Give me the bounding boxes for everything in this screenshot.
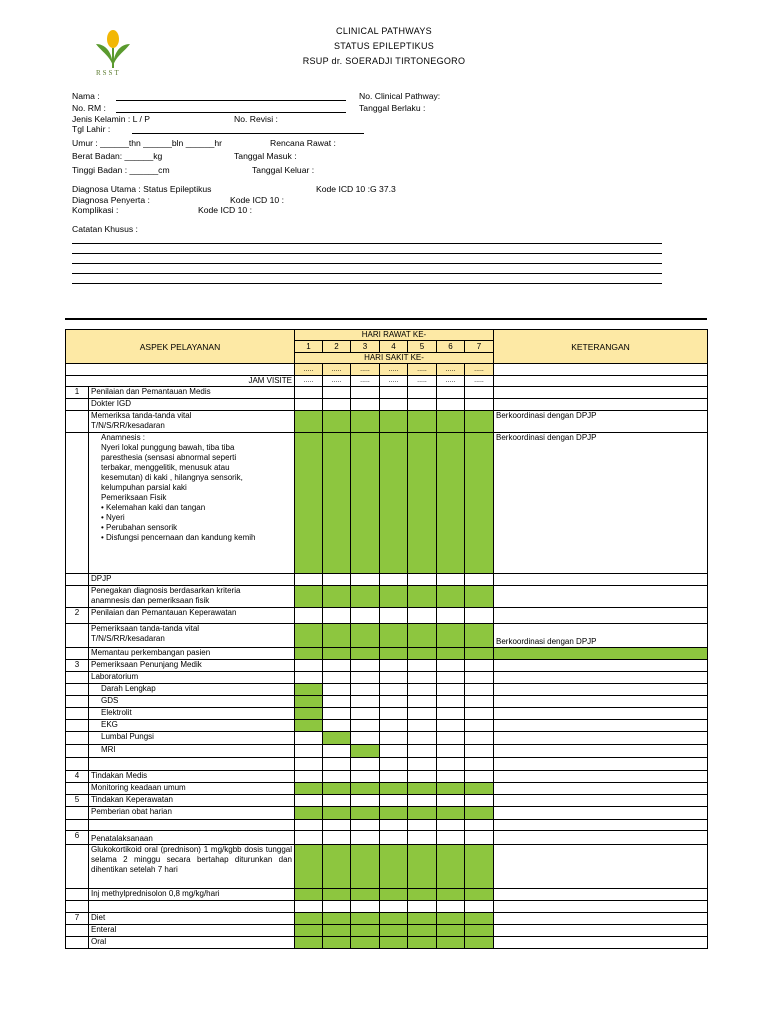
check-cell[interactable] <box>437 411 465 433</box>
check-cell[interactable] <box>323 624 351 648</box>
check-cell[interactable] <box>323 411 351 433</box>
section-title: Pemeriksaan Penunjang Medik <box>89 660 295 672</box>
jam-visite-4[interactable]: ..... <box>380 376 408 387</box>
check-cell[interactable] <box>323 889 351 901</box>
hari-sakit-header: HARI SAKIT KE- <box>295 353 494 364</box>
check-cell[interactable] <box>351 783 380 795</box>
section-title: Penilaian dan Pemantauan Keperawatan <box>89 608 295 624</box>
check-cell[interactable] <box>295 696 323 708</box>
check-cell[interactable] <box>437 913 465 925</box>
hari-sakit-3[interactable]: ..... <box>351 364 380 376</box>
check-cell[interactable] <box>437 937 465 949</box>
no-rm-line[interactable] <box>116 112 346 113</box>
section-divider <box>65 318 707 320</box>
tanggal-berlaku-label: Tanggal Berlaku : <box>359 103 426 113</box>
jam-visite-5[interactable]: ..... <box>408 376 437 387</box>
no-rm-label: No. RM : <box>72 103 106 113</box>
catatan-line-5[interactable] <box>72 283 662 284</box>
section-number: 4 <box>66 771 89 783</box>
day-7: 7 <box>465 341 494 353</box>
check-cell[interactable] <box>465 783 494 795</box>
check-cell[interactable] <box>295 889 323 901</box>
check-cell[interactable] <box>351 845 380 889</box>
check-cell[interactable] <box>465 925 494 937</box>
row-label: Memeriksa tanda-tanda vital T/N/S/RR/kesadaran <box>89 411 295 433</box>
check-cell[interactable] <box>380 648 408 660</box>
row-label: Oral <box>89 937 295 949</box>
row-label: Monitoring keadaan umum <box>89 783 295 795</box>
row-label: Pemeriksaan tanda-tanda vital T/N/S/RR/kesadaran <box>89 624 295 648</box>
row-label: Elektrolit <box>89 708 295 720</box>
day-4: 4 <box>380 341 408 353</box>
check-cell[interactable] <box>323 937 351 949</box>
check-cell[interactable] <box>408 889 437 901</box>
check-cell[interactable] <box>295 937 323 949</box>
row-label: GDS <box>89 696 295 708</box>
tgl-lahir-line[interactable] <box>132 133 364 134</box>
check-cell[interactable] <box>351 937 380 949</box>
catatan-line-2[interactable] <box>72 253 662 254</box>
check-cell[interactable] <box>380 889 408 901</box>
jam-visite-3[interactable]: ..... <box>351 376 380 387</box>
check-cell[interactable] <box>295 845 323 889</box>
check-cell[interactable] <box>295 783 323 795</box>
hari-sakit-2[interactable]: ..... <box>323 364 351 376</box>
check-cell[interactable] <box>465 937 494 949</box>
hari-sakit-4[interactable]: ..... <box>380 364 408 376</box>
komplikasi: Komplikasi : <box>72 205 119 215</box>
check-cell[interactable] <box>408 624 437 648</box>
jenis-kelamin-label: Jenis Kelamin : L / P <box>72 114 151 124</box>
check-cell[interactable] <box>408 913 437 925</box>
diagnosa-penyerta-icd: Kode ICD 10 : <box>230 195 284 205</box>
check-cell[interactable] <box>351 889 380 901</box>
catatan-line-4[interactable] <box>72 273 662 274</box>
title-line-2: STATUS EPILEPTIKUS <box>333 41 435 51</box>
section-number: 1 <box>66 387 89 399</box>
jam-visite-label: JAM VISITE <box>66 376 295 387</box>
check-cell[interactable] <box>295 411 323 433</box>
check-cell[interactable] <box>351 913 380 925</box>
section-title: Tindakan Medis <box>89 771 295 783</box>
keterangan-cell: Berkoordinasi dengan DPJP <box>494 433 708 574</box>
check-cell[interactable] <box>351 745 380 758</box>
section-title: Diet <box>89 913 295 925</box>
check-cell[interactable] <box>465 624 494 648</box>
check-cell[interactable] <box>323 925 351 937</box>
section-title: Tindakan Keperawatan <box>89 795 295 807</box>
no-cp-label: No. Clinical Pathway: <box>359 91 441 101</box>
check-cell[interactable] <box>351 586 380 608</box>
check-cell[interactable] <box>437 889 465 901</box>
tgl-lahir-label: Tgl Lahir : <box>72 124 111 134</box>
check-cell[interactable] <box>465 433 494 574</box>
row-label: Memantau perkembangan pasien <box>89 648 295 660</box>
keterangan-cell: Berkoordinasi dengan DPJP <box>494 624 708 648</box>
keterangan-header: KETERANGAN <box>494 330 708 364</box>
check-cell[interactable] <box>351 648 380 660</box>
section-title: Penilaian dan Pemantauan Medis <box>89 387 295 399</box>
title-line-1: CLINICAL PATHWAYS <box>336 26 432 36</box>
check-cell[interactable] <box>380 845 408 889</box>
check-cell[interactable] <box>380 925 408 937</box>
no-revisi-label: No. Revisi : <box>234 114 278 124</box>
section-number: 6 <box>66 831 89 845</box>
diagnosa-utama-icd: Kode ICD 10 :G 37.3 <box>316 184 396 194</box>
check-cell[interactable] <box>351 624 380 648</box>
komplikasi-icd: Kode ICD 10 : <box>198 205 252 215</box>
check-cell[interactable] <box>351 433 380 574</box>
jam-visite-1[interactable]: ..... <box>295 376 323 387</box>
check-cell[interactable] <box>408 411 437 433</box>
check-cell[interactable] <box>323 783 351 795</box>
check-cell[interactable] <box>465 648 494 660</box>
check-cell[interactable] <box>351 925 380 937</box>
umur-label: Umur : ______thn ______bln ______hr <box>72 138 223 148</box>
tanggal-keluar-label: Tanggal Keluar : <box>252 165 315 175</box>
logo-text: RSST <box>96 69 121 77</box>
row-label: Lumbal Pungsi <box>89 732 295 745</box>
check-cell[interactable] <box>295 648 323 660</box>
aspek-pelayanan-header: ASPEK PELAYANAN <box>66 330 295 364</box>
check-cell[interactable] <box>465 889 494 901</box>
check-cell[interactable] <box>408 937 437 949</box>
check-cell[interactable] <box>437 648 465 660</box>
check-cell[interactable] <box>323 913 351 925</box>
diagnosa-penyerta: Diagnosa Penyerta : <box>72 195 150 205</box>
check-cell[interactable] <box>437 807 465 820</box>
check-cell[interactable] <box>380 937 408 949</box>
check-cell[interactable] <box>408 648 437 660</box>
check-cell[interactable] <box>408 845 437 889</box>
day-6: 6 <box>437 341 465 353</box>
hari-sakit-5[interactable]: ..... <box>408 364 437 376</box>
nama-line[interactable] <box>116 100 346 101</box>
row-label: MRI <box>89 745 295 758</box>
nama-label: Nama : <box>72 91 100 101</box>
berat-badan-label: Berat Badan: ______kg <box>72 151 163 161</box>
check-cell[interactable] <box>380 411 408 433</box>
check-cell[interactable] <box>295 624 323 648</box>
check-cell[interactable] <box>437 783 465 795</box>
check-cell[interactable] <box>380 586 408 608</box>
row-label: Penegakan diagnosis berdasarkan kriteria anamnesis dan pemeriksaan fisik <box>89 586 295 608</box>
check-cell[interactable] <box>351 807 380 820</box>
row-label: Laboratorium <box>89 672 295 684</box>
check-cell[interactable] <box>380 433 408 574</box>
tanggal-masuk-label: Tanggal Masuk : <box>234 151 297 161</box>
check-cell[interactable] <box>465 586 494 608</box>
check-cell[interactable] <box>408 925 437 937</box>
check-cell[interactable] <box>408 586 437 608</box>
catatan-line-1[interactable] <box>72 243 662 244</box>
check-cell[interactable] <box>351 411 380 433</box>
check-cell[interactable] <box>380 783 408 795</box>
rencana-rawat-label: Rencana Rawat : <box>270 138 336 148</box>
clinical-pathway-table <box>65 329 708 949</box>
check-cell[interactable] <box>437 845 465 889</box>
check-cell[interactable] <box>380 913 408 925</box>
hari-sakit-1[interactable]: ..... <box>295 364 323 376</box>
check-cell[interactable] <box>437 925 465 937</box>
row-label: Inj methylprednisolon 0,8 mg/kg/hari <box>89 889 295 901</box>
section-title: Penatalaksanaan <box>89 831 295 845</box>
check-cell[interactable] <box>380 807 408 820</box>
catatan-khusus-label: Catatan Khusus : <box>72 224 138 234</box>
jam-visite-2[interactable]: ..... <box>323 376 351 387</box>
hari-rawat-header: HARI RAWAT KE- <box>295 330 494 341</box>
hari-sakit-6[interactable]: ..... <box>437 364 465 376</box>
check-cell[interactable] <box>295 708 323 720</box>
row-label: Dokter IGD <box>89 399 295 411</box>
check-cell[interactable] <box>295 913 323 925</box>
day-2: 2 <box>323 341 351 353</box>
check-cell[interactable] <box>380 624 408 648</box>
check-cell[interactable] <box>323 648 351 660</box>
check-cell[interactable] <box>323 433 351 574</box>
title-line-3: RSUP dr. SOERADJI TIRTONEGORO <box>302 56 466 66</box>
check-cell[interactable] <box>408 783 437 795</box>
check-cell[interactable] <box>295 433 323 574</box>
glukokortikoid-text: Glukokortikoid oral (prednison) 1 mg/kgbb dosis tunggal selama 2 minggu secara bertahap diturunkan dan dihentikan setelah 7 hari <box>89 845 295 889</box>
jam-visite-7[interactable]: ..... <box>465 376 494 387</box>
check-cell[interactable] <box>437 433 465 574</box>
check-cell[interactable] <box>465 913 494 925</box>
check-cell[interactable] <box>323 586 351 608</box>
check-cell[interactable] <box>465 411 494 433</box>
check-cell[interactable] <box>295 720 323 732</box>
day-5: 5 <box>408 341 437 353</box>
row-label: Enteral <box>89 925 295 937</box>
check-cell[interactable] <box>295 925 323 937</box>
check-cell[interactable] <box>465 845 494 889</box>
row-label: DPJP <box>89 574 295 586</box>
tinggi-badan-label: Tinggi Badan : ______cm <box>72 165 170 175</box>
row-label: Pemberian obat harian <box>89 807 295 820</box>
section-number: 5 <box>66 795 89 807</box>
check-cell[interactable] <box>295 586 323 608</box>
check-cell[interactable] <box>465 807 494 820</box>
section-number: 3 <box>66 660 89 672</box>
check-cell[interactable] <box>437 586 465 608</box>
keterangan-cell: Berkoordinasi dengan DPJP <box>494 411 708 433</box>
check-cell[interactable] <box>323 845 351 889</box>
day-3: 3 <box>351 341 380 353</box>
check-cell[interactable] <box>295 807 323 820</box>
check-cell[interactable] <box>408 433 437 574</box>
row-label: EKG <box>89 720 295 732</box>
check-cell[interactable] <box>295 684 323 696</box>
anamnesis-text: Anamnesis : Nyeri lokal punggung bawah, tiba tiba paresthesia (sensasi abnormal seperti terbakar, menggelitik, menusuk atau kesemutan) di kaki , hilangnya sensorik, kelumpuhan parsial kaki Pemeriksaan Fisik • Kelemahan kaki dan tangan • Nyeri • Perubahan sensorik • Disfungsi pencernaan dan kandung kemih <box>89 433 295 574</box>
diagnosa-utama: Diagnosa Utama : Status Epileptikus <box>72 184 212 194</box>
catatan-line-3[interactable] <box>72 263 662 264</box>
section-number: 2 <box>66 608 89 624</box>
check-cell[interactable] <box>323 807 351 820</box>
hari-sakit-7[interactable]: ..... <box>465 364 494 376</box>
jam-visite-6[interactable]: ..... <box>437 376 465 387</box>
check-cell[interactable] <box>408 807 437 820</box>
row-label: Darah Lengkap <box>89 684 295 696</box>
day-1: 1 <box>295 341 323 353</box>
check-cell[interactable] <box>437 624 465 648</box>
section-number: 7 <box>66 913 89 925</box>
check-cell[interactable] <box>323 732 351 745</box>
